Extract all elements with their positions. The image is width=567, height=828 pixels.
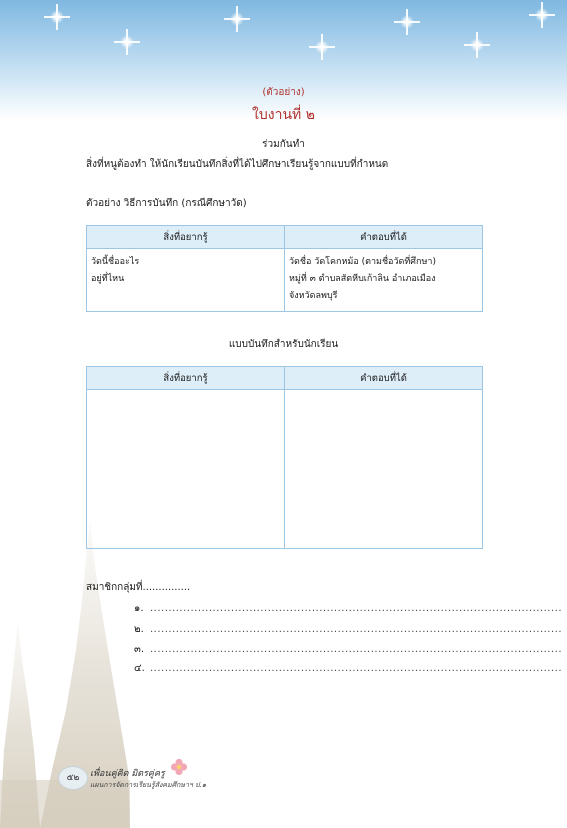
member-line[interactable] [134, 661, 562, 676]
member-blank: ................................................................................................................ [150, 603, 563, 614]
sparkle-decoration [120, 35, 134, 49]
table-header-cell: คำตอบที่ได้ [285, 367, 483, 390]
member-blank: ................................................................................................................ [150, 624, 563, 635]
instruction-text: สิ่งที่หนูต้องทำ ให้นักเรียนบันทึกสิ่งที่ได้ไปศึกษาเรียนรู้จากแบบที่กำหนด [86, 159, 389, 170]
question-line: อยู่ที่ไหน [91, 274, 125, 284]
sparkle-decoration [535, 8, 549, 22]
group-members-label: สมาชิกกลุ่มที่............... [86, 582, 191, 593]
table-row [87, 249, 483, 312]
table-header-row [87, 367, 483, 390]
footer-title: เพื่อนคู่คิด มิตรคู่ครู [90, 769, 165, 779]
table-header-cell: สิ่งที่อยากรู้ [87, 226, 285, 249]
member-line[interactable] [134, 642, 562, 657]
table-row [87, 390, 483, 549]
answer-line: หมู่ที่ ๓ ตำบลสัตหีบเก้าลิน อำเภอเมือง [289, 274, 436, 284]
footer-subtitle: แผนการจัดการเรียนรู้สังคมศึกษาฯ ป.๑ [90, 781, 207, 789]
member-number: ๔. [134, 663, 145, 674]
page-title: ใบงานที่ ๒ [252, 107, 315, 123]
member-number: ๑. [134, 603, 144, 614]
question-line: วัดนี้ชื่ออะไร [91, 257, 140, 267]
table-header-row [87, 226, 483, 249]
flower-icon [170, 758, 188, 776]
answer-line: วัดชื่อ วัดโคกหม้อ (ตามชื่อวัดที่ศึกษา) [289, 257, 436, 267]
sparkle-decoration [470, 38, 484, 52]
table-header-cell: คำตอบที่ได้ [285, 226, 483, 249]
example-caption: ตัวอย่าง วิธีการบันทึก (กรณีศึกษาวัด) [86, 198, 247, 209]
example-label: (ตัวอย่าง) [262, 87, 305, 98]
member-blank: ................................................................................................................ [150, 663, 563, 674]
answer-cell [285, 249, 483, 312]
table-header-cell: สิ่งที่อยากรู้ [87, 367, 285, 390]
member-number: ๓. [134, 644, 145, 655]
member-line[interactable] [134, 622, 562, 637]
form-caption: แบบบันทึกสำหรับนักเรียน [228, 339, 339, 350]
sparkle-decoration [315, 40, 329, 54]
sparkle-decoration [230, 12, 244, 26]
sky-background [0, 0, 567, 120]
answer-entry-cell[interactable] [285, 390, 483, 549]
member-line[interactable] [134, 601, 562, 616]
example-table [86, 225, 483, 312]
page-subtitle: ร่วมกันทำ [262, 139, 305, 150]
member-number: ๒. [134, 624, 144, 635]
sparkle-decoration [50, 10, 64, 24]
page-number: ๕๒ [58, 766, 88, 790]
answer-line: จังหวัดลพบุรี [289, 291, 338, 301]
question-entry-cell[interactable] [87, 390, 285, 549]
member-blank: ................................................................................................................ [150, 644, 563, 655]
question-cell [87, 249, 285, 312]
student-record-table [86, 366, 483, 549]
sparkle-decoration [400, 15, 414, 29]
